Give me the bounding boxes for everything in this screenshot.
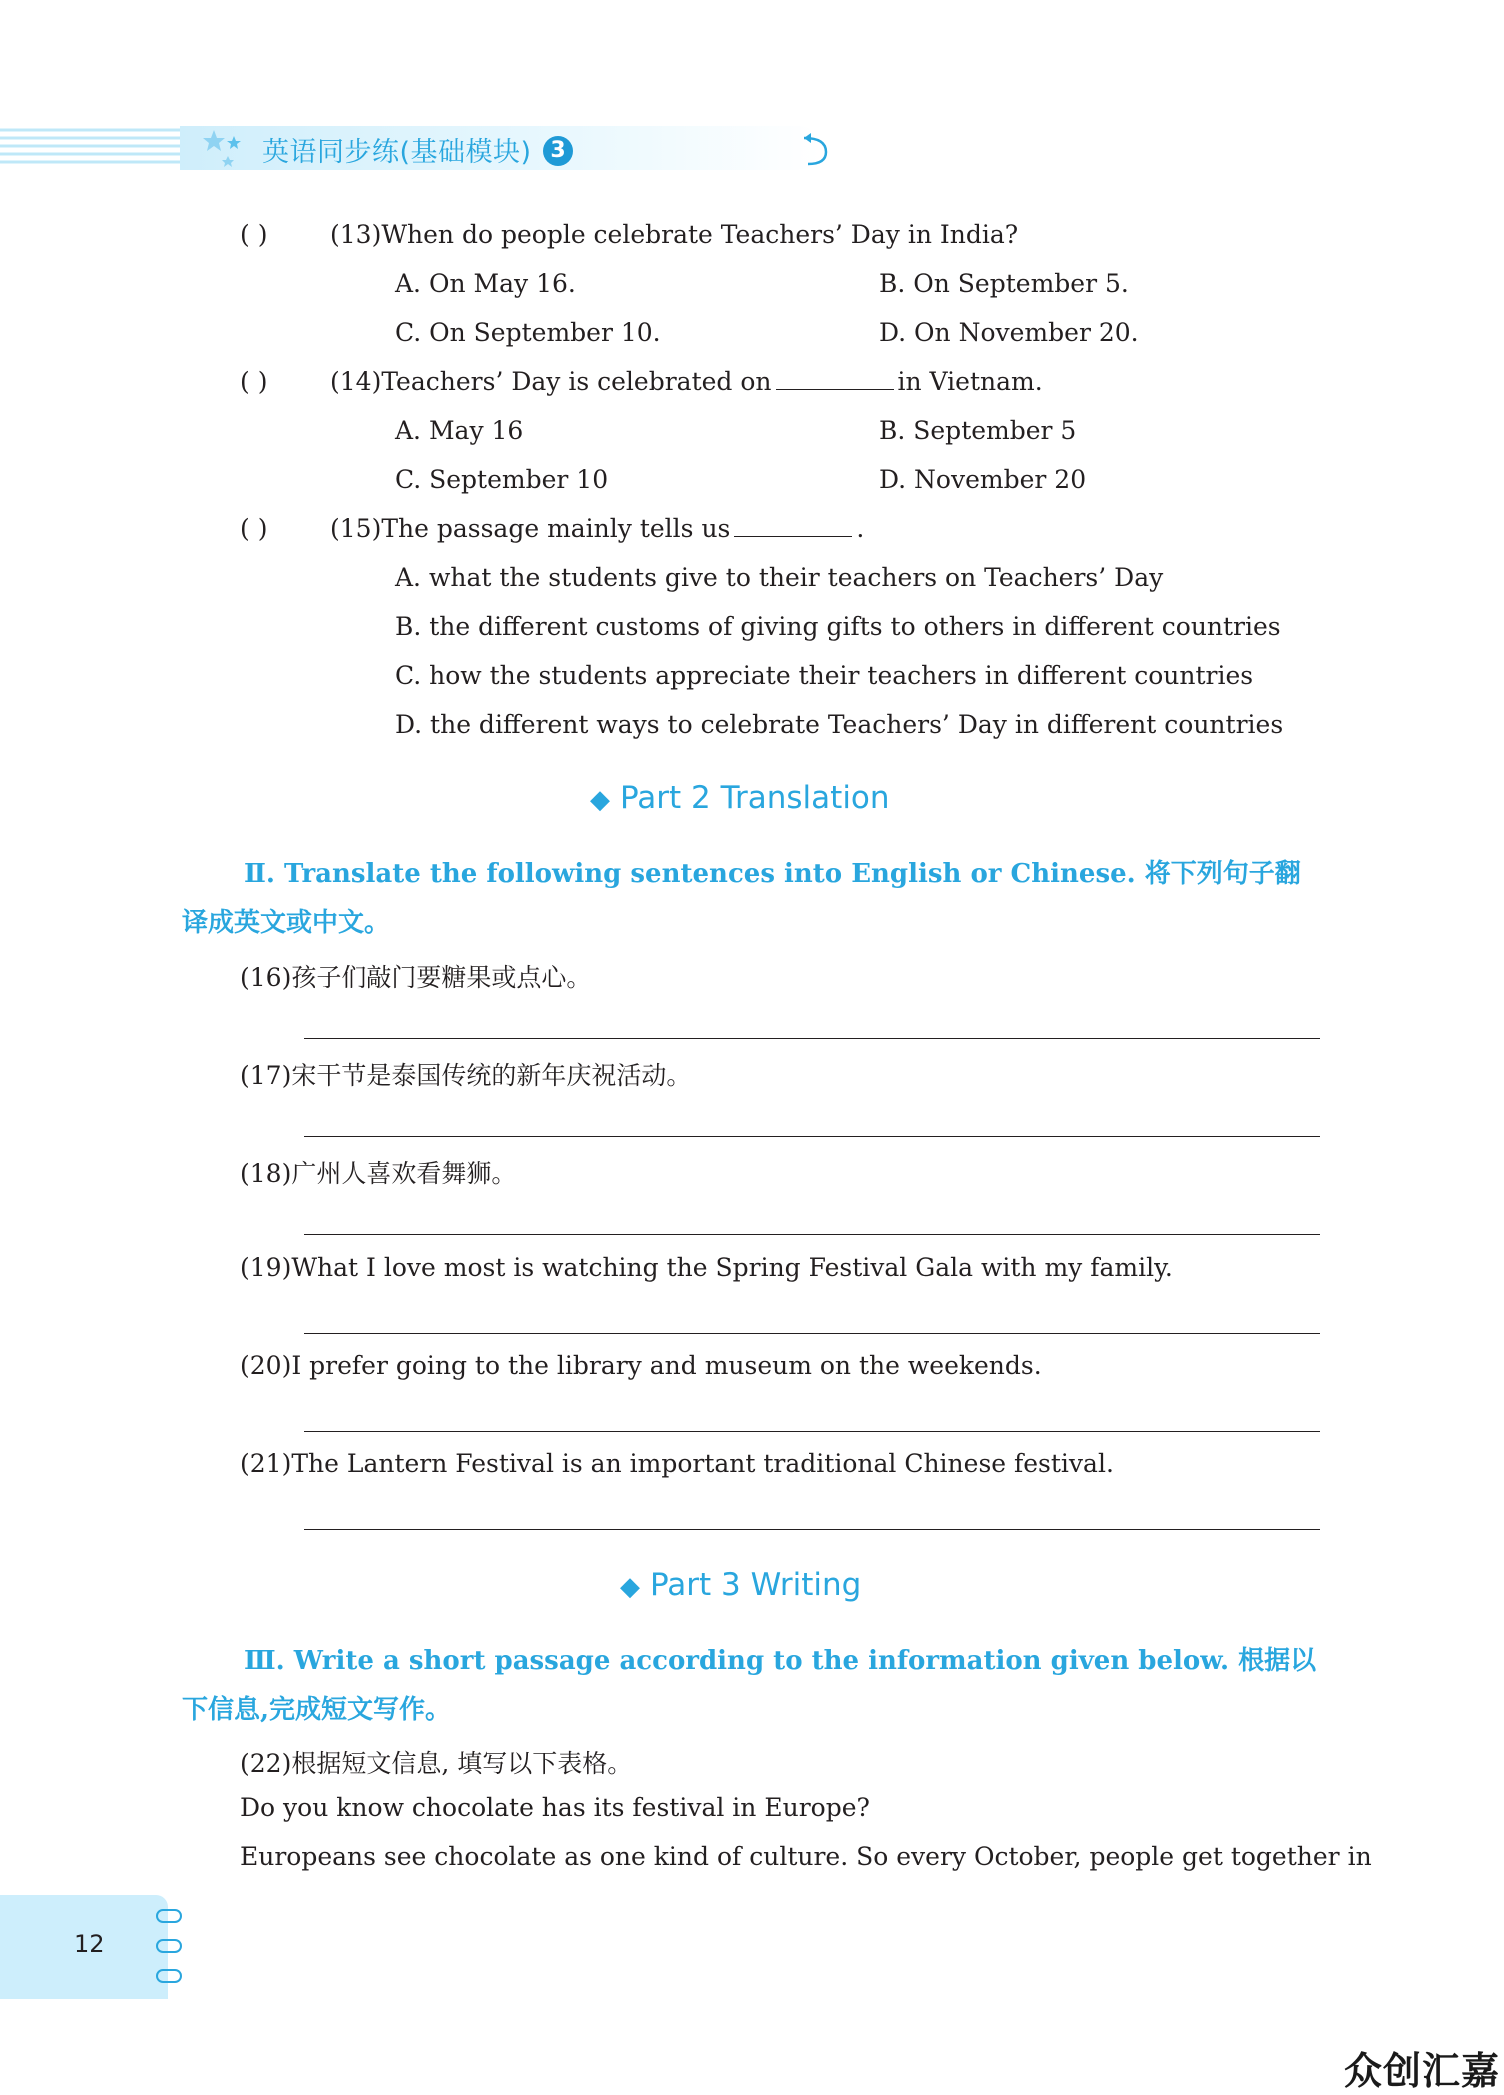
question-stem-before: Teachers’ Day is celebrated on <box>381 367 772 396</box>
option-d: D. On November 20. <box>879 318 1139 347</box>
writing-item-22: (22)根据短文信息, 填写以下表格。 <box>240 1749 633 1778</box>
part-3-heading <box>620 1567 861 1603</box>
translation-item-21: (21)The Lantern Festival is an important traditional Chinese festival. <box>240 1449 1114 1478</box>
answer-line[interactable] <box>304 1136 1320 1137</box>
option-d: D. the different ways to celebrate Teachers’ Day in different countries <box>395 710 1284 739</box>
part-3-instruction: Ⅲ. Write a short passage according to the information given below. 根据以下信息,完成短文写作。 <box>182 1646 1317 1725</box>
option-c: C. On September 10. <box>395 318 661 347</box>
answer-line[interactable] <box>304 1038 1320 1039</box>
option-b: B. On September 5. <box>879 269 1129 298</box>
part-3-title: Part 3 Writing <box>650 1567 862 1603</box>
option-a: A. On May 16. <box>395 269 576 298</box>
question-stem-after: in Vietnam. <box>897 367 1043 396</box>
book-title: 英语同步练(基础模块) <box>262 137 532 168</box>
option-c: C. September 10 <box>395 465 609 494</box>
question-13 <box>240 220 1018 249</box>
answer-line[interactable] <box>304 1529 1320 1530</box>
return-arrow-icon <box>796 130 836 170</box>
answer-paren: ( ) <box>240 367 268 396</box>
option-a: A. May 16 <box>395 416 524 445</box>
option-b: B. the different customs of giving gifts to others in different countries <box>395 612 1281 641</box>
question-14 <box>240 367 1043 396</box>
stars-icon <box>200 126 248 174</box>
watermark: 众创汇嘉 <box>1344 2049 1501 2093</box>
answer-line[interactable] <box>304 1431 1320 1432</box>
answer-paren: ( ) <box>240 514 268 543</box>
answer-paren: ( ) <box>240 220 268 249</box>
translation-item-17: (17)宋干节是泰国传统的新年庆祝活动。 <box>240 1061 692 1090</box>
running-header <box>0 118 840 178</box>
part-2-heading <box>590 780 890 816</box>
question-15 <box>240 514 864 543</box>
question-stem: When do people celebrate Teachers’ Day in India? <box>381 220 1019 249</box>
diamond-icon: ◆ <box>590 785 610 815</box>
translation-item-18: (18)广州人喜欢看舞狮。 <box>240 1159 517 1188</box>
question-number: (13) <box>330 220 382 249</box>
option-a: A. what the students give to their teachers on Teachers’ Day <box>395 563 1164 592</box>
passage-line: Europeans see chocolate as one kind of culture. So every October, people get together in <box>240 1842 1372 1871</box>
volume-badge: 3 <box>543 136 573 166</box>
question-number: (14) <box>330 367 382 396</box>
page-number: 12 <box>74 1930 105 1958</box>
part-2-instruction: Ⅱ. Translate the following sentences into English or Chinese. 将下列句子翻译成英文或中文。 <box>182 859 1301 938</box>
binding-rings-icon <box>154 1902 184 1992</box>
option-c: C. how the students appreciate their teachers in different countries <box>395 661 1254 690</box>
translation-item-16: (16)孩子们敲门要糖果或点心。 <box>240 963 592 992</box>
diamond-icon: ◆ <box>620 1572 640 1602</box>
question-stem-after: . <box>856 514 865 543</box>
answer-line[interactable] <box>304 1234 1320 1235</box>
translation-item-19: (19)What I love most is watching the Spring Festival Gala with my family. <box>240 1253 1173 1282</box>
question-number: (15) <box>330 514 382 543</box>
fill-blank <box>776 369 894 390</box>
translation-item-20: (20)I prefer going to the library and museum on the weekends. <box>240 1351 1042 1380</box>
fill-blank <box>734 516 852 537</box>
answer-line[interactable] <box>304 1333 1320 1334</box>
passage-line: Do you know chocolate has its festival in Europe? <box>240 1793 870 1822</box>
option-b: B. September 5 <box>879 416 1077 445</box>
option-d: D. November 20 <box>879 465 1087 494</box>
part-2-title: Part 2 Translation <box>620 780 890 816</box>
question-stem-before: The passage mainly tells us <box>381 514 731 543</box>
